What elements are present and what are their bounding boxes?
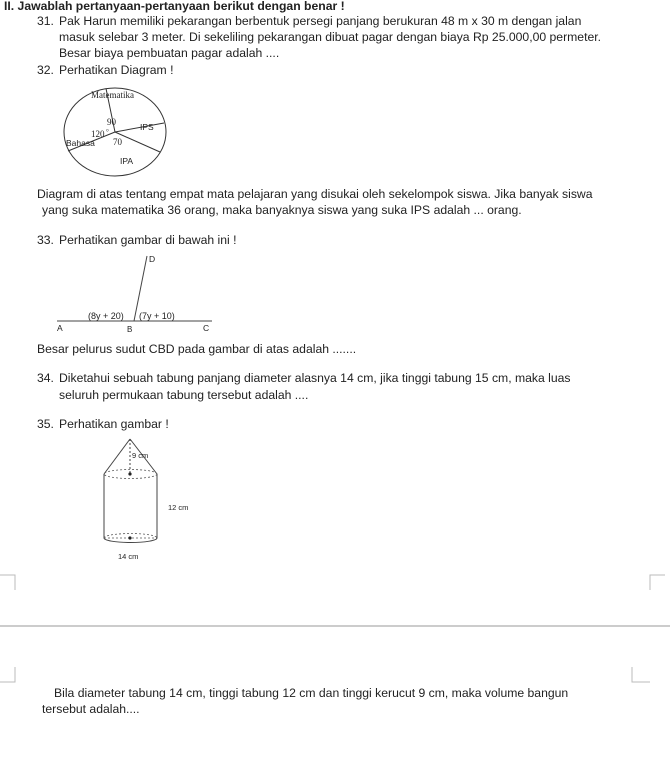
- corner-mark-bottom-right: [632, 667, 650, 682]
- pie-angle-70: 70: [113, 137, 122, 147]
- pie-label-bahasa: Bahasa: [66, 138, 95, 148]
- angle-figure: [52, 250, 222, 335]
- question-35-prompt: Perhatikan gambar !: [59, 417, 169, 431]
- question-32-number: 32.: [37, 63, 54, 77]
- question-35-text-line-1: Bila diameter tabung 14 cm, tinggi tabung 12 cm dan tinggi kerucut 9 cm, maka volume bangun: [54, 686, 569, 700]
- section-heading: II. Jawablah pertanyaan-pertanyaan berikut dengan benar !: [4, 0, 345, 13]
- question-31-line-1: Pak Harun memiliki pekarangan berbentuk persegi panjang berukuran 48 m x 30 m dengan jalan: [59, 14, 582, 28]
- pie-diagram: [58, 83, 173, 181]
- question-34-line-2: seluruh permukaan tabung tersebut adalah ....: [59, 388, 309, 402]
- top-center-point: [128, 472, 131, 475]
- pie-label-matematika: Matematika: [91, 90, 134, 100]
- question-32-text-line-1: Diagram di atas tentang empat mata pelajaran yang disukai oleh sekelompok siswa. Jika banyak siswa: [37, 187, 593, 201]
- corner-mark-top-right: [650, 575, 665, 590]
- cone-height-label: 9 cm: [132, 451, 149, 460]
- angle-abd-label: (8y + 20): [88, 311, 124, 321]
- point-a-label: A: [57, 323, 63, 333]
- corner-mark-bottom-left: [0, 667, 15, 682]
- question-34-line-1: Diketahui sebuah tabung panjang diameter alasnya 14 cm, jika tinggi tabung 15 cm, maka luas: [59, 371, 571, 385]
- pie-angle-90: 90: [107, 117, 116, 127]
- question-34-number: 34.: [37, 371, 54, 385]
- angle-dbc-label: (7y + 10): [139, 311, 175, 321]
- pie-degree-mark: °: [106, 128, 109, 136]
- question-32-text-line-2: yang suka matematika 36 orang, maka banyaknya siswa yang suka IPS adalah ... orang.: [42, 203, 522, 217]
- question-33-number: 33.: [37, 233, 54, 247]
- question-33-prompt: Perhatikan gambar di bawah ini !: [59, 233, 237, 247]
- diameter-label: 14 cm: [118, 552, 139, 561]
- point-b-label: B: [127, 325, 133, 334]
- question-32-prompt: Perhatikan Diagram !: [59, 63, 174, 77]
- point-c-label: C: [203, 323, 210, 333]
- question-31-line-2: masuk selebar 3 meter. Di sekeliling pekarangan dibuat pagar dengan biaya Rp 25.000,00 permeter.: [59, 30, 602, 44]
- cylinder-height-label: 12 cm: [168, 503, 189, 512]
- pie-angle-120: 120: [91, 129, 105, 139]
- corner-mark-top-left: [0, 575, 15, 590]
- cone-cylinder-figure: [95, 436, 200, 566]
- cone-left-edge: [104, 439, 130, 474]
- question-31-line-3: Besar biaya pembuatan pagar adalah ....: [59, 46, 280, 60]
- point-d-label: D: [149, 254, 156, 264]
- bottom-center-point: [128, 536, 131, 539]
- question-31-number: 31.: [37, 14, 54, 28]
- pie-label-ips: IPS: [140, 122, 154, 132]
- question-33-question: Besar pelurus sudut CBD pada gambar di atas adalah .......: [37, 342, 357, 356]
- question-35-number: 35.: [37, 417, 54, 431]
- question-35-text-line-2: tersebut adalah....: [42, 702, 140, 716]
- pie-label-ipa: IPA: [120, 156, 134, 166]
- scan-frame-marks: [0, 560, 670, 690]
